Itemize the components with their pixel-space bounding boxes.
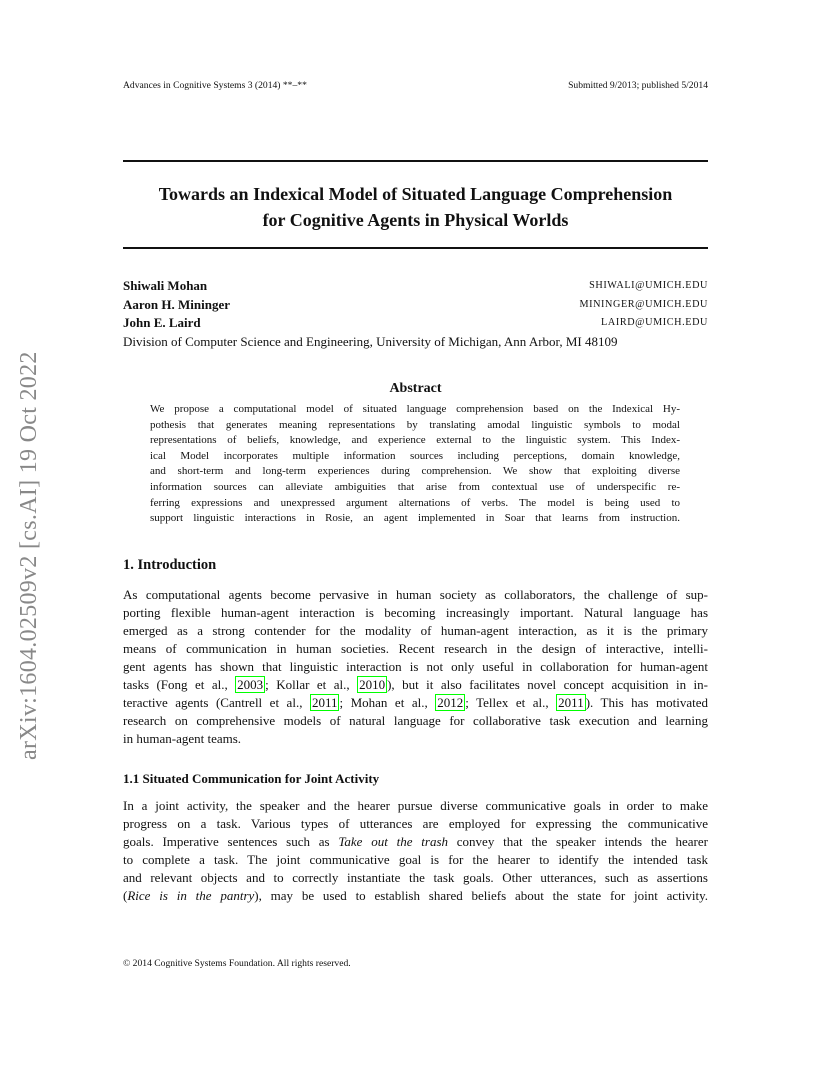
abstract-line: pothesis that generates meaning representations by translating amodal linguistic symbols to modal: [150, 418, 680, 431]
citation-link[interactable]: 2003: [237, 677, 264, 692]
paragraph-line: porting flexible human-agent interaction is becoming increasingly important. Natural language has: [123, 605, 708, 620]
arxiv-stamp: arXiv:1604.02509v2 [cs.AI] 19 Oct 2022: [16, 351, 42, 760]
text-run: ; Mohan et al.,: [339, 695, 436, 710]
title-rule-top: [123, 160, 708, 162]
abstract-line: representations of beliefs, knowledge, and experience external to the linguistic system. This Index-: [150, 434, 680, 447]
paragraph-line: progress on a task. Various types of utterances are employed for expressing the communicative: [123, 816, 708, 831]
italic-example: Rice is in the pantry: [127, 888, 255, 903]
text-run: ; Kollar et al.,: [265, 677, 358, 692]
title-line-1: Towards an Indexical Model of Situated Language Comprehension: [158, 184, 673, 204]
section-paragraph: [123, 797, 708, 905]
running-header-journal: Advances in Cognitive Systems 3 (2014) **–**: [123, 80, 307, 91]
text-run: ), may be used to establish shared beliefs about the state for joint activity.: [254, 888, 709, 903]
title-line-2: for Cognitive Agents in Physical Worlds: [262, 210, 569, 230]
paragraph-line: emerged as a strong contender for the modality of human-agent interaction, as it is the primary: [123, 623, 708, 638]
author-email[interactable]: MININGER@UMICH.EDU: [579, 299, 708, 310]
paper-title: [123, 181, 708, 233]
paragraph-line: In a joint activity, the speaker and the hearer pursue diverse communicative goals in order to make: [123, 798, 708, 813]
paragraph-line: gent agents has shown that linguistic interaction is not only useful in collaboration for human-agent: [123, 659, 708, 674]
intro-paragraph: [123, 586, 708, 748]
text-run: ; Tellex et al.,: [465, 695, 557, 710]
paragraph-line: [123, 833, 708, 851]
copyright-footer: © 2014 Cognitive Systems Foundation. All rights reserved.: [123, 958, 351, 969]
paragraph-line: [123, 694, 708, 712]
paragraph-line: and relevant objects and to correctly instantiate the task goals. Other utterances, such as assertions: [123, 870, 708, 885]
author-name: Shiwali Mohan: [123, 278, 208, 293]
citation-link[interactable]: 2012: [437, 695, 464, 710]
citation-link[interactable]: 2010: [359, 677, 386, 692]
text-run: (: [123, 888, 128, 903]
text-run: convey that the speaker intends the hearer: [448, 834, 708, 849]
affiliation: Division of Computer Science and Engineering, University of Michigan, Ann Arbor, MI 48109: [123, 334, 618, 349]
text-run: goals. Imperative sentences such as: [123, 834, 339, 849]
author-email[interactable]: LAIRD@UMICH.EDU: [601, 317, 708, 328]
text-run: teractive agents (Cantrell et al.,: [123, 695, 310, 710]
text-run: ). This has motivated: [585, 695, 708, 710]
subsection-heading: 1.1 Situated Communication for Joint Activity: [123, 771, 380, 786]
text-run: tasks (Fong et al.,: [123, 677, 236, 692]
abstract-line: ical Model incorporates multiple information sources including perceptions, domain knowledge,: [150, 449, 680, 462]
abstract-line: information sources can alleviate ambiguities that arise from contextual use of underspecific re-: [150, 480, 680, 493]
citation-link[interactable]: 2011: [558, 695, 584, 710]
paragraph-line: in human-agent teams.: [123, 731, 242, 746]
abstract-body: [150, 402, 680, 527]
abstract-line: We propose a computational model of situated language comprehension based on the Indexical Hy-: [150, 403, 680, 415]
paragraph-line: to complete a task. The joint communicative goal is for the hearer to identify the intended task: [123, 852, 708, 867]
title-rule-bottom: [123, 247, 708, 249]
author-email[interactable]: SHIWALI@UMICH.EDU: [589, 280, 708, 291]
paragraph-line: research on comprehensive models of natural language for collaborative task execution and learning: [123, 713, 708, 728]
running-header-dates: Submitted 9/2013; published 5/2014: [568, 80, 708, 91]
paragraph-line: [123, 887, 708, 905]
section-heading-introduction: 1. Introduction: [123, 557, 217, 573]
paragraph-line: [123, 676, 708, 694]
abstract-line: ferring expressions and unexpressed argument alternations of verbs. The model is being used to: [150, 496, 680, 509]
author-name: John E. Laird: [123, 315, 201, 330]
abstract-line: and short-term and long-term experiences during comprehension. We show that exploiting diverse: [150, 465, 680, 478]
paragraph-line: means of communication in human societies. Recent research in the design of interactive, intelli-: [123, 641, 708, 656]
text-run: ), but it also facilitates novel concept acquisition in in-: [387, 677, 708, 692]
abstract-heading: Abstract: [389, 381, 442, 396]
italic-example: Take out the trash: [338, 834, 448, 849]
abstract-line: support linguistic interactions in Rosie, an agent implemented in Soar that learns from instruction.: [150, 512, 680, 525]
paragraph-line: As computational agents become pervasive in human society as collaborators, the challenge of sup-: [123, 587, 708, 602]
citation-link[interactable]: 2011: [311, 695, 338, 710]
author-name: Aaron H. Mininger: [123, 297, 231, 312]
